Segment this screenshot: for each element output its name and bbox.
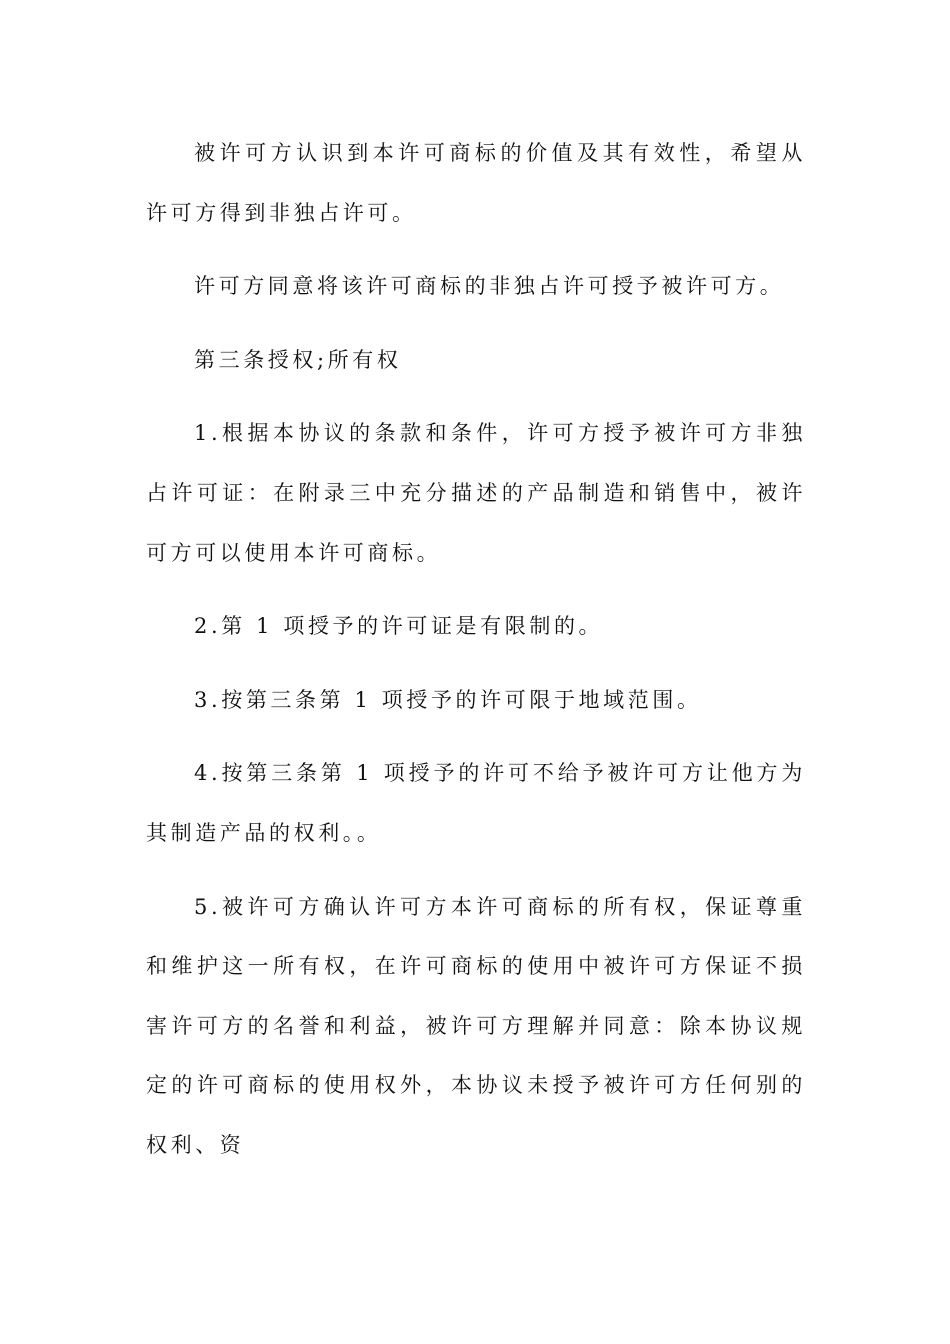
paragraph-consent: 许可方同意将该许可商标的非独占许可授予被许可方。 bbox=[194, 274, 785, 299]
paragraph-recognition: 被许可方认识到本许可商标的价值及其有效性，希望从许可方得到非独占许可。 bbox=[146, 141, 806, 225]
section-heading-article-3: 第三条授权;所有权 bbox=[194, 347, 402, 372]
document-page bbox=[146, 124, 806, 1176]
clause-3: 3.按第三条第 1 项授予的许可限于地域范围。 bbox=[194, 687, 702, 712]
clause-4: 4.按第三条第 1 项授予的许可不给予被许可方让他方为其制造产品的权利。。 bbox=[146, 761, 806, 845]
clause-2: 2.第 1 项授予的许可证是有限制的。 bbox=[194, 614, 604, 639]
clause-5: 5.被许可方确认许可方本许可商标的所有权，保证尊重和维护这一所有权，在许可商标的使用中被许可方保证不损害许可方的名誉和利益，被许可方理解并同意：除本协议规定的许可商标的使用权外，本协议未授予被许可方任何别的权利、资 bbox=[146, 894, 806, 1157]
clause-1: 1.根据本协议的条款和条件，许可方授予被许可方非独占许可证：在附录三中充分描述的产品制造和销售中，被许可方可以使用本许可商标。 bbox=[146, 421, 806, 565]
